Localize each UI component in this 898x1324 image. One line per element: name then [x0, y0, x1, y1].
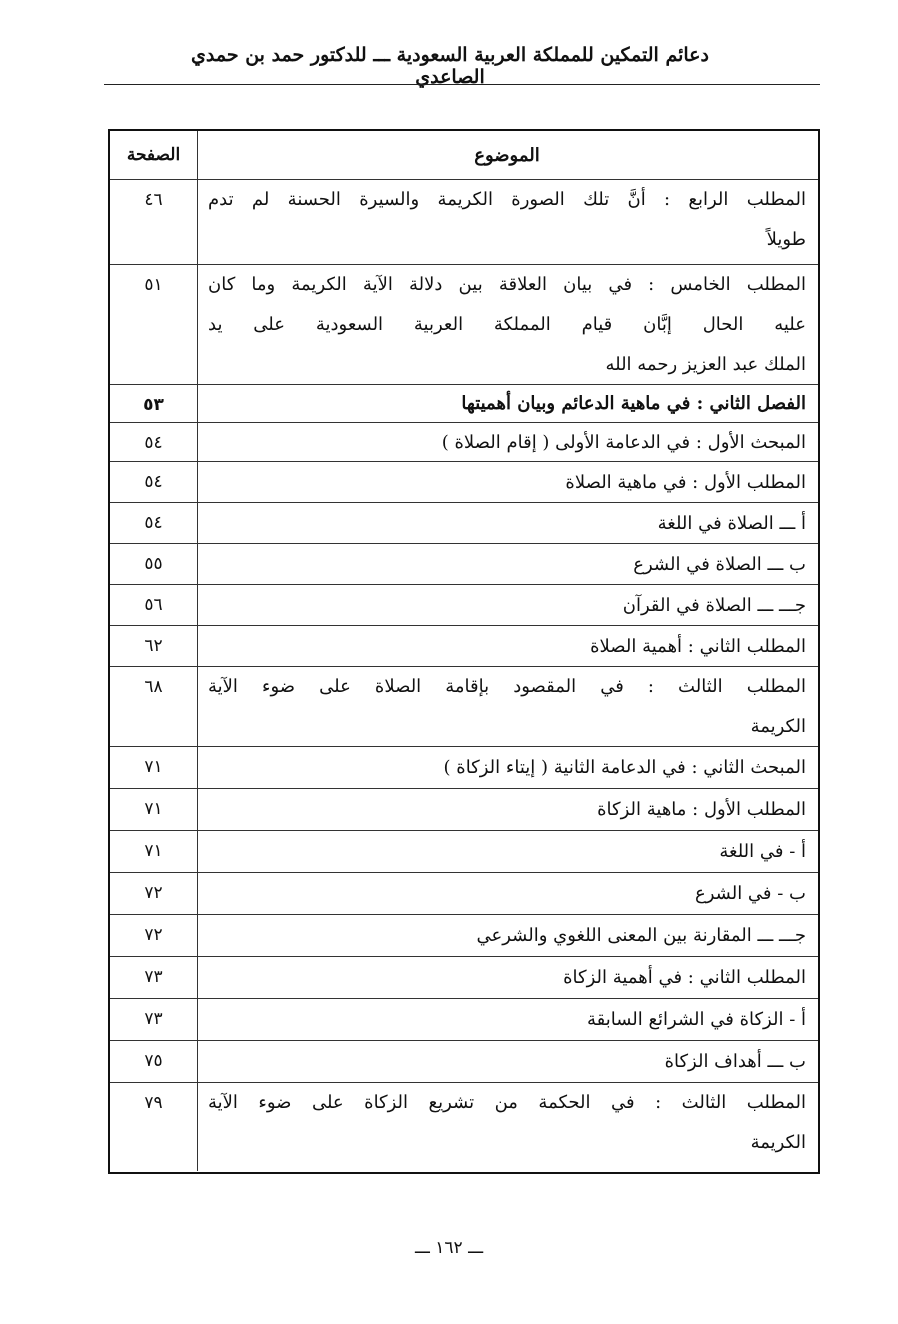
page-number-cell — [110, 957, 198, 998]
table-row — [110, 873, 818, 915]
topic-text-line: جـــ ـــ المقارنة بين المعنى اللغوي والشرعي — [476, 925, 806, 946]
topic-cell — [198, 667, 818, 746]
table-row — [110, 915, 818, 957]
topic-text-line: المبحث الثاني : في الدعامة الثانية ( إيتاء الزكاة ) — [443, 757, 806, 778]
topic-text-line: عليه الحال إبَّان قيام المملكة العربية السعودية على يد — [208, 314, 806, 335]
topic-cell — [198, 423, 818, 461]
page-number-cell — [110, 1041, 198, 1082]
page-number: ٥٥ — [144, 554, 163, 574]
table-of-contents — [108, 129, 820, 1174]
running-title: دعائم التمكين للمملكة العربية السعودية ـــ للدكتور حمد بن حمدي الصاعدي — [191, 44, 709, 88]
topic-text-line: المبحث الأول : في الدعامة الأولى ( إقام الصلاة ) — [441, 432, 806, 453]
page-number-cell — [110, 747, 198, 788]
page-number-cell — [110, 462, 198, 502]
page-number: ٥٤ — [144, 472, 163, 492]
topic-text-line: المطلب الثالث : في الحكمة من تشريع الزكاة على ضوء الآية — [208, 1092, 806, 1113]
topic-text-line: الكريمة — [750, 716, 806, 737]
topic-cell — [198, 1083, 818, 1171]
topic-text-line: طويلاً — [766, 229, 806, 250]
topic-text-line: جـــ ـــ الصلاة في القرآن — [622, 595, 806, 616]
page-number-cell — [110, 831, 198, 872]
page-number-cell — [110, 789, 198, 830]
page-number: ٤٦ — [144, 190, 163, 210]
page-number: ٧٣ — [144, 967, 163, 987]
page-number-cell — [110, 503, 198, 543]
table-row — [110, 585, 818, 626]
page-column-header — [110, 131, 198, 179]
topic-text-line: المطلب الأول : ماهية الزكاة — [597, 799, 806, 820]
topic-text-line: ب ـــ الصلاة في الشرع — [633, 554, 806, 575]
page-number: ٥١ — [144, 275, 163, 295]
topic-column-header — [198, 131, 818, 179]
table-row — [110, 789, 818, 831]
table-row — [110, 1083, 818, 1171]
page-number-cell — [110, 385, 198, 422]
topic-cell — [198, 999, 818, 1040]
topic-cell — [198, 957, 818, 998]
table-row — [110, 462, 818, 503]
page-number: ٧١ — [144, 841, 163, 861]
page-number: ٥٤ — [144, 433, 163, 453]
table-row — [110, 667, 818, 747]
topic-column-label: الموضوع — [474, 145, 540, 166]
page-column-label: الصفحة — [126, 145, 181, 165]
topic-cell — [198, 789, 818, 830]
table-row — [110, 999, 818, 1041]
page-number-cell — [110, 999, 198, 1040]
page-number: ٧٣ — [144, 1009, 163, 1029]
topic-text-line: المطلب الأول : في ماهية الصلاة — [565, 472, 806, 493]
table-row — [110, 503, 818, 544]
topic-cell — [198, 1041, 818, 1082]
topic-cell — [198, 503, 818, 543]
page-number-cell — [110, 585, 198, 625]
topic-cell — [198, 626, 818, 666]
topic-cell — [198, 747, 818, 788]
page-number-cell — [110, 626, 198, 666]
table-header-row — [110, 131, 818, 180]
topic-text-line: المطلب الثاني : في أهمية الزكاة — [563, 967, 806, 988]
page-number: ٧٥ — [144, 1051, 163, 1071]
topic-text-line: أ - الزكاة في الشرائع السابقة — [586, 1009, 806, 1030]
page-number: ٦٢ — [144, 636, 163, 656]
topic-cell — [198, 585, 818, 625]
page-number-cell — [110, 667, 198, 746]
table-row — [110, 423, 818, 462]
topic-text-line: الملك عبد العزيز رحمه الله — [605, 354, 806, 375]
page-number: ٧١ — [144, 799, 163, 819]
page-number: ٥٤ — [144, 513, 163, 533]
page-number-cell — [110, 180, 198, 264]
page-number: ٧٢ — [144, 883, 163, 903]
topic-text-line: المطلب الثاني : أهمية الصلاة — [590, 636, 806, 657]
page-number-cell — [110, 265, 198, 384]
topic-text-line: ب - في الشرع — [694, 883, 806, 904]
topic-cell — [198, 180, 818, 264]
topic-text-line: المطلب الخامس : في بيان العلاقة بين دلالة الآية الكريمة وما كان — [208, 274, 806, 295]
topic-text-line: أ - في اللغة — [719, 841, 806, 862]
table-row — [110, 626, 818, 667]
topic-text-line: ب ـــ أهداف الزكاة — [664, 1051, 806, 1072]
page-number-cell — [110, 915, 198, 956]
table-row — [110, 265, 818, 385]
page-number: ٧٢ — [144, 925, 163, 945]
page-number-cell — [110, 544, 198, 584]
page-number: ٧١ — [144, 757, 163, 777]
header-rule — [104, 84, 820, 85]
page-number-cell — [110, 1083, 198, 1171]
topic-cell — [198, 544, 818, 584]
table-row — [110, 544, 818, 585]
table-row — [110, 180, 818, 265]
page-number: ٥٦ — [144, 595, 163, 615]
table-row — [110, 1041, 818, 1083]
page-number: ٧٩ — [144, 1093, 163, 1113]
topic-cell — [198, 265, 818, 384]
page-number: ٥٣ — [143, 395, 164, 415]
table-row — [110, 747, 818, 789]
topic-text-line: المطلب الرابع : أنَّ تلك الصورة الكريمة والسيرة الحسنة لم تدم — [208, 189, 806, 210]
topic-text-line: المطلب الثالث : في المقصود بإقامة الصلاة على ضوء الآية — [208, 676, 806, 697]
page-number-cell — [110, 873, 198, 914]
topic-cell — [198, 831, 818, 872]
page-number: ٦٨ — [144, 677, 163, 697]
topic-text-line: الفصل الثاني : في ماهية الدعائم وبيان أهميتها — [461, 393, 806, 414]
topic-cell — [198, 915, 818, 956]
topic-cell — [198, 873, 818, 914]
table-row — [110, 385, 818, 423]
topic-text-line: أ ـــ الصلاة في اللغة — [657, 513, 806, 534]
topic-cell — [198, 385, 818, 422]
table-row — [110, 957, 818, 999]
topic-text-line: الكريمة — [750, 1132, 806, 1153]
table-row — [110, 831, 818, 873]
page-number: ـــ ١٦٢ ـــ — [414, 1238, 484, 1258]
topic-cell — [198, 462, 818, 502]
page-number-cell — [110, 423, 198, 461]
